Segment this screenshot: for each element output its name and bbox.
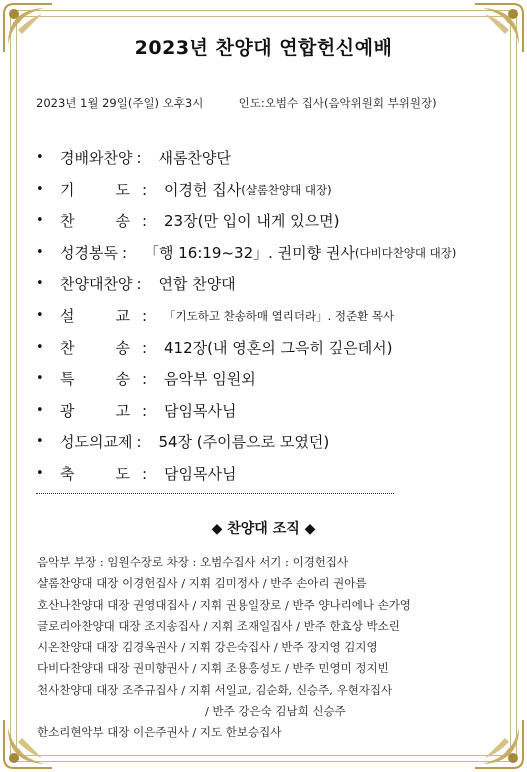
organization-line: 천사찬양대 대장 조주규집사 / 지휘 서일교, 김순화, 신승주, 우현자집사 [37, 682, 393, 697]
bullet-icon: • [36, 244, 44, 260]
choir-organization-list [37, 553, 411, 745]
order-item-value: 이경헌 집사 [164, 180, 242, 199]
order-item-colon: : [142, 401, 148, 420]
order-item-colon: : [136, 433, 142, 452]
order-item-colon: : [136, 149, 142, 167]
order-item-value: 새롬찬양단 [158, 149, 231, 167]
order-item-colon: : [142, 464, 148, 483]
order-item-label: 찬 송 [60, 338, 130, 357]
choir-organization-title: ◆ 찬양대 조직 ◆ [211, 521, 316, 537]
organization-line: 다비다찬양대 대장 권미향권사 / 지휘 조용흥성도 / 반주 민영미 정지빈 [37, 661, 389, 676]
bullet-icon: • [36, 307, 44, 323]
bullet-icon: • [36, 339, 44, 355]
service-leader: 인도:오범수 집사(음악위원회 부위원장) [238, 96, 437, 110]
order-item-label: 광 고 [60, 401, 130, 420]
organization-line: 한소리현악부 대장 이은주권사 / 지도 한보승집사 [37, 725, 282, 740]
order-item-label: 기 도 [60, 180, 130, 199]
bullet-icon: • [36, 276, 44, 292]
organization-line: 글로리아찬양대 대장 조지송집사 / 지휘 조재일집사 / 반주 한효상 박소린 [37, 618, 400, 633]
order-item-label: 특 송 [60, 370, 130, 389]
bullet-icon: • [36, 434, 44, 450]
order-item [36, 178, 456, 210]
order-item [36, 304, 456, 336]
dotted-divider [36, 493, 394, 494]
service-info [36, 95, 437, 111]
bullet-icon: • [36, 181, 44, 197]
order-item-value: 담임목사님 [164, 464, 237, 483]
order-item-label: 설 교 [60, 306, 130, 325]
bullet-icon: • [36, 371, 44, 387]
page-title: 2023년 찬양대 연합헌신예배 [134, 37, 393, 59]
order-item-colon: : [142, 180, 148, 199]
organization-line: 시온찬양대 대장 김경옥권사 / 지휘 강은숙집사 / 반주 장지영 김지영 [37, 640, 378, 655]
order-item-value: 23장(만 입이 내게 있으면) [164, 212, 340, 231]
order-item-value: 54장 (주이름으로 모였던) [158, 433, 330, 452]
organization-line: 호산나찬양대 대장 권영대집사 / 지휘 권용일장로 / 반주 양나리에나 손가영 [37, 597, 411, 612]
order-item-label: 경배와찬양 [60, 149, 133, 167]
order-item-colon: : [142, 370, 148, 389]
order-item-note: (샬롬찬양대 대장) [241, 182, 332, 197]
order-item-value: 음악부 임원외 [164, 370, 256, 389]
order-item-label: 찬양대찬양 [60, 275, 133, 294]
order-item-label: 찬 송 [60, 212, 130, 231]
order-item [36, 209, 456, 241]
bullet-icon: • [36, 213, 44, 229]
order-item [36, 430, 456, 462]
organization-line: / 반주 강은숙 김남희 신승주 [205, 704, 346, 719]
order-item-value: 「행 16:19~32」. 권미향 권사 [143, 243, 355, 262]
order-item-note: 「기도하고 찬송하매 열리더라」. 정준환 목사 [164, 308, 395, 323]
order-item-value: 담임목사님 [164, 401, 237, 420]
order-item-value: 연합 찬양대 [158, 275, 236, 294]
order-item-colon: : [136, 275, 142, 294]
bullet-icon: • [36, 150, 44, 165]
order-item-colon: : [142, 212, 148, 231]
ornament-corner-icon [471, 716, 527, 772]
bullet-icon: • [36, 465, 44, 481]
order-of-service [36, 146, 456, 494]
order-item-label: 성도의교제 [60, 433, 133, 452]
order-item [36, 367, 456, 399]
order-item-note: (다비다찬양대 대장) [354, 245, 457, 260]
order-item-colon: : [142, 306, 148, 325]
organization-line: 음악부 부장 : 임원수장로 차장 : 오범수집사 서기 : 이경헌집사 [37, 555, 349, 569]
order-item-label: 축 도 [60, 464, 130, 483]
order-item [36, 272, 456, 304]
order-item [36, 146, 456, 178]
order-item [36, 241, 456, 273]
order-item-colon: : [142, 338, 148, 357]
order-item [36, 399, 456, 431]
organization-line: 샬롬찬양대 대장 이경헌집사 / 지휘 김미정사 / 반주 손아리 권아름 [37, 576, 367, 591]
order-item-colon: : [121, 243, 128, 262]
order-item-value: 412장(내 영혼의 그윽히 깊은데서) [164, 338, 393, 357]
service-date: 2023년 1월 29일(주일) 오후3시 [36, 96, 204, 110]
order-item [36, 462, 456, 494]
order-item-label: 성경봉독 [60, 243, 118, 262]
order-item [36, 336, 456, 368]
bullet-icon: • [36, 402, 44, 418]
